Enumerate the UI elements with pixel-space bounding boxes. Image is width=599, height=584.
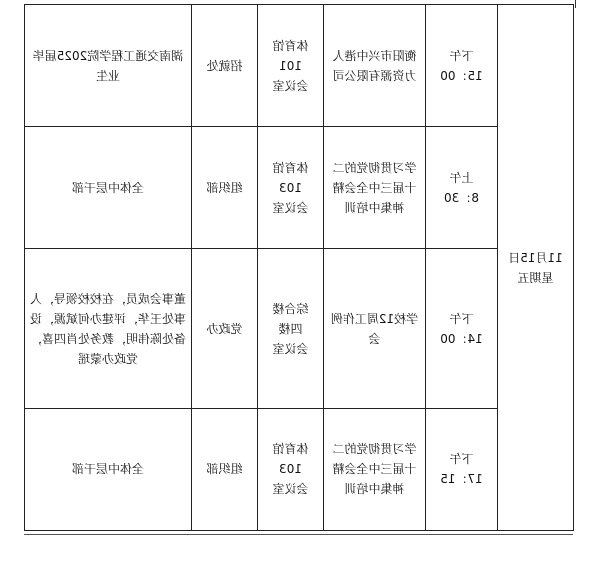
time-clock: 15：00 — [440, 68, 483, 83]
table-row — [25, 408, 574, 530]
venue-line: 体育馆 — [272, 442, 309, 457]
department-cell: 组织部 — [192, 408, 258, 530]
time-cell — [426, 249, 498, 409]
time-clock: 14：00 — [440, 331, 483, 346]
date-cell — [498, 5, 574, 531]
venue-line: 会议室 — [272, 482, 309, 497]
venue-line: 103 — [279, 462, 302, 477]
time-clock: 8：30 — [444, 190, 479, 205]
time-clock: 17：15 — [440, 472, 483, 487]
schedule-table — [24, 4, 574, 531]
topic-cell: 学习贯彻党的二十届三中全会精神集中培训 — [324, 408, 426, 530]
page-edge-line — [575, 0, 576, 8]
venue-line: 会议室 — [272, 78, 309, 93]
audience-cell: 全体中层干部 — [25, 408, 192, 530]
venue-cell — [258, 127, 324, 249]
venue-cell — [258, 5, 324, 127]
audience-cell: 董事会成员，在校校领导，人事处王华，评建办何斌源，设备处陈伟明，教务处肖四喜，党政办蒙瑶 — [25, 249, 192, 409]
topic-cell: 学校12周工作例会 — [324, 249, 426, 409]
venue-line: 101 — [279, 58, 302, 73]
time-cell — [426, 127, 498, 249]
time-period: 上午 — [449, 170, 474, 185]
time-period: 下午 — [449, 48, 474, 63]
table-row — [25, 127, 574, 249]
venue-line: 四楼 — [278, 321, 303, 336]
audience-cell: 全体中层干部 — [25, 127, 192, 249]
date-line: 11月15日 — [508, 250, 563, 265]
venue-cell — [258, 249, 324, 409]
department-cell: 组织部 — [192, 127, 258, 249]
time-cell — [426, 408, 498, 530]
time-period: 下午 — [449, 311, 474, 326]
time-period: 下午 — [449, 452, 474, 467]
page-bottom-line — [24, 534, 573, 535]
topic-cell: 学习贯彻党的二十届三中全会精神集中培训 — [324, 127, 426, 249]
audience-cell: 湖南交通工程学院2025届毕业生 — [25, 5, 192, 127]
table-row — [25, 249, 574, 409]
venue-line: 会议室 — [272, 200, 309, 215]
venue-cell — [258, 408, 324, 530]
venue-line: 综合楼 — [272, 301, 309, 316]
weekday-line: 星期五 — [517, 270, 554, 285]
venue-line: 会议室 — [272, 341, 309, 356]
department-cell: 招就处 — [192, 5, 258, 127]
venue-line: 体育馆 — [272, 160, 309, 175]
venue-line: 体育馆 — [272, 38, 309, 53]
time-cell — [426, 5, 498, 127]
department-cell: 党政办 — [192, 249, 258, 409]
topic-cell: 衡阳市兴中港人力资源有限公司 — [324, 5, 426, 127]
venue-line: 103 — [279, 180, 302, 195]
table-row — [25, 5, 574, 127]
